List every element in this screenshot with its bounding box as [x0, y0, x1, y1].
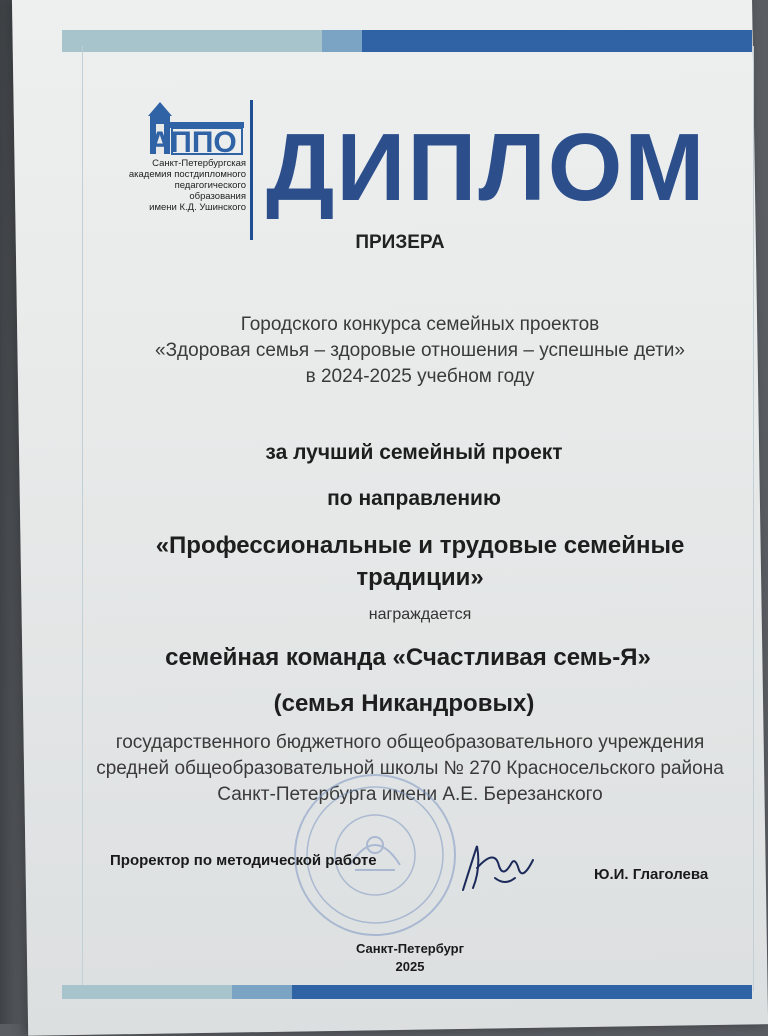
- academy-building-icon: [144, 100, 244, 158]
- handwritten-signature: [455, 838, 545, 898]
- diploma-subtitle: ПРИЗЕРА: [355, 232, 445, 253]
- award-line-1: за лучший семейный проект: [265, 441, 563, 464]
- award-direction: [90, 530, 750, 594]
- appo-logo: [118, 100, 248, 220]
- diploma-title: ДИПЛОМ: [266, 114, 707, 221]
- awarded-label: награждается: [368, 606, 472, 623]
- signer-name: Ю.И. Глаголева: [594, 866, 709, 883]
- direction-line: «Профессиональные и трудовые семейные: [155, 532, 685, 559]
- award-line-2: по направлению: [327, 487, 501, 510]
- school-line: государственного бюджетного общеобразовательного учреждения: [115, 732, 705, 753]
- logo-line: педагогического образования: [174, 180, 246, 202]
- logo-line: имени К.Д. Ушинского: [149, 202, 246, 213]
- contest-line: в 2024-2025 учебном году: [305, 366, 535, 387]
- logo-line: академия постдипломного: [128, 169, 246, 180]
- logo-abbr: АППО: [149, 126, 237, 158]
- contest-line: Городского конкурса семейных проектов: [240, 314, 600, 335]
- logo-line: Санкт-Петербургская: [152, 158, 246, 169]
- contest-description: [90, 312, 750, 390]
- footer-year: 2025: [395, 959, 425, 974]
- direction-line: традиции»: [356, 564, 484, 591]
- footer-city: Санкт-Петербург: [355, 941, 465, 956]
- signer-position: Проректор по методической работе: [110, 852, 377, 869]
- school-line: средней общеобразовательной школы № 270 Красносельского района: [96, 758, 724, 779]
- contest-line: «Здоровая семья – здоровые отношения – успешные дети»: [155, 340, 685, 361]
- team-name: семейная команда «Счастливая семь-Я»: [165, 644, 651, 671]
- school-line: Санкт-Петербурга имени А.Е. Березанского: [217, 784, 603, 805]
- logo-caption: [118, 158, 246, 213]
- bottom-decorative-stripe: [62, 985, 752, 999]
- footer-city-year: [320, 940, 500, 976]
- logo-divider: [250, 100, 253, 240]
- family-name: (семья Никандровых): [273, 690, 535, 717]
